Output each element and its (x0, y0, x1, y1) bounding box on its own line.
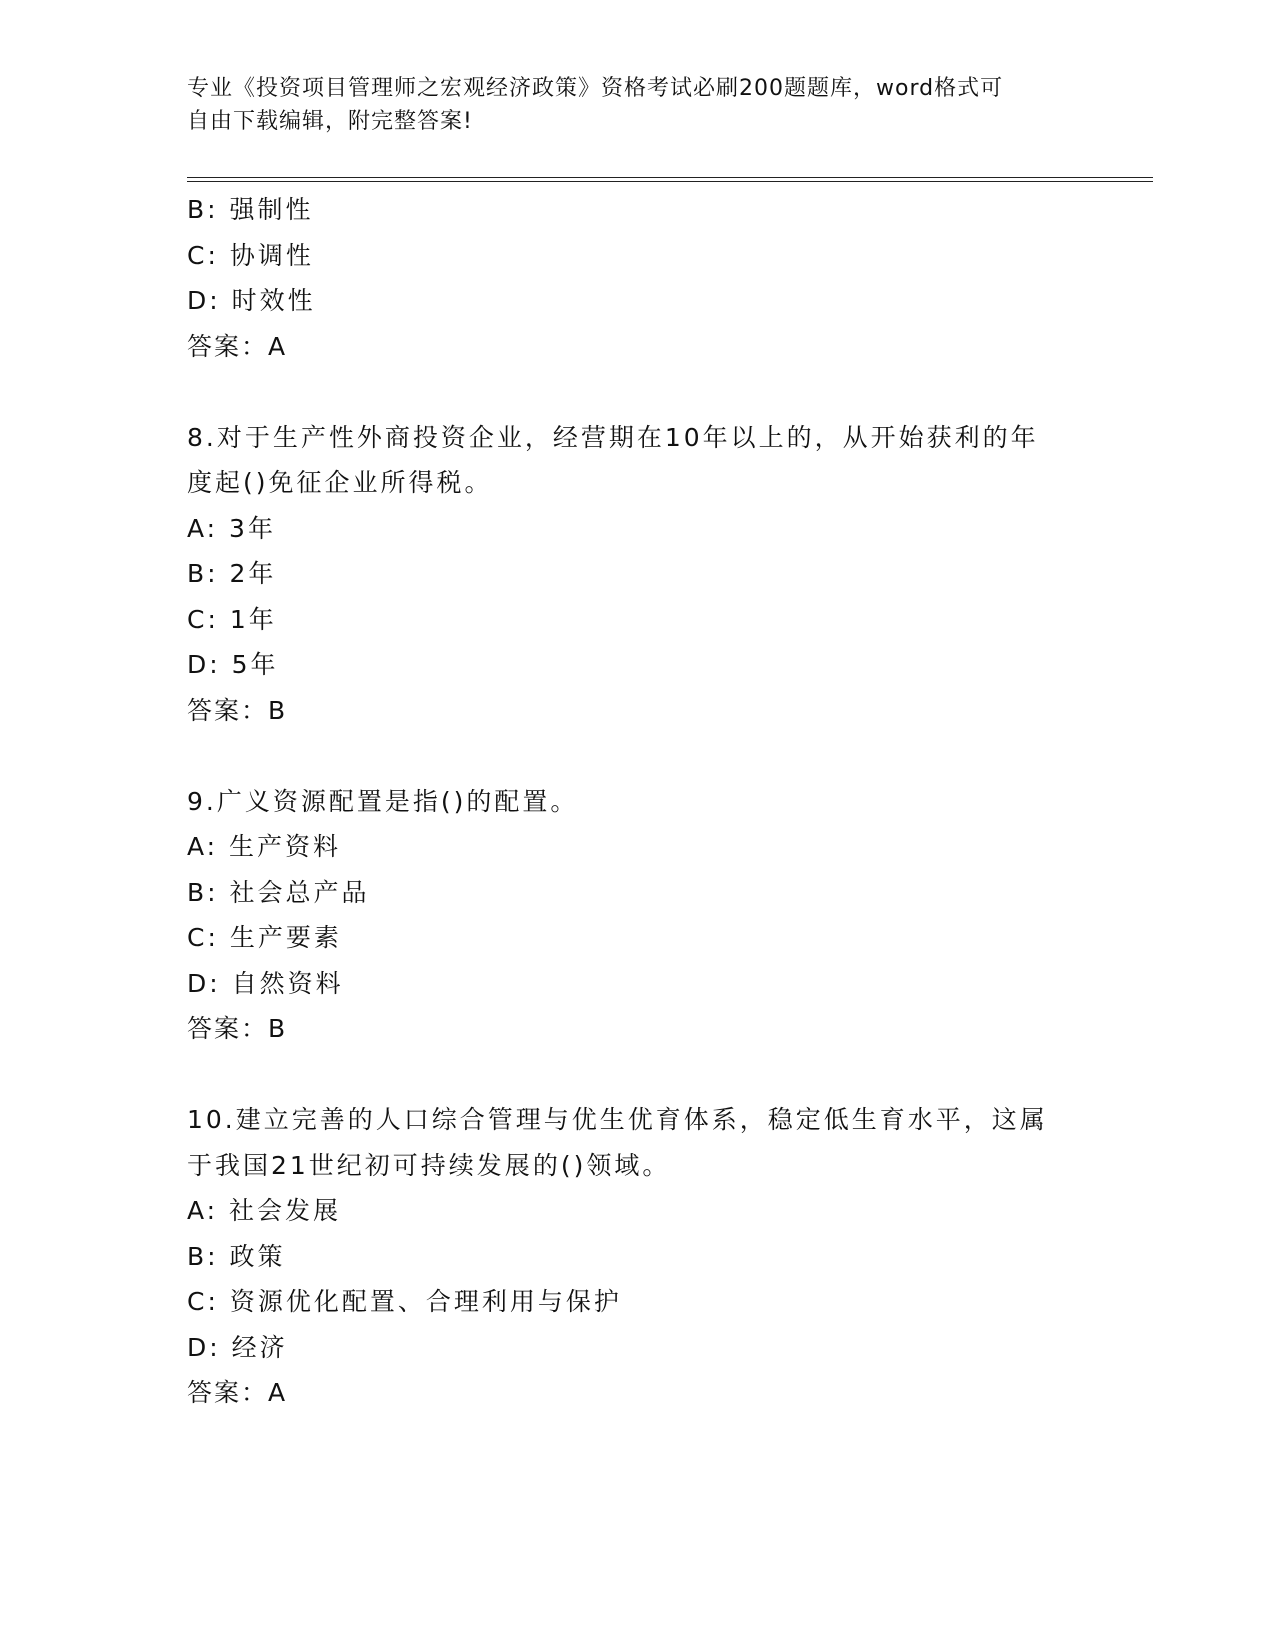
header-line-2: 自由下载编辑，附完整答案! (187, 109, 473, 134)
question-stem-line: 9.广义资源配置是指()的配置。 (187, 786, 579, 816)
answer-line: 答案：B (187, 1014, 288, 1043)
question-stem-line: 度起()免征企业所得税。 (187, 468, 493, 497)
option-c: C: 资源优化配置、合理利用与保护 (187, 1287, 622, 1316)
question-block-9 (187, 779, 1087, 1052)
spacer (187, 733, 1087, 779)
spacer (187, 369, 1087, 415)
question-stem-line: 10.建立完善的人口综合管理与优生优育体系，稳定低生育水平，这属 (187, 1105, 1048, 1134)
option-d: D: 自然资料 (187, 968, 344, 998)
question-stem-line: 于我国21世纪初可持续发展的()领域。 (187, 1150, 671, 1180)
option-c: C: 1年 (187, 604, 277, 634)
answer-line: 答案：A (187, 1378, 288, 1407)
question-block-8 (187, 415, 1087, 734)
option-c: C: 生产要素 (187, 923, 342, 952)
header-line-1: 专业《投资项目管理师之宏观经济政策》资格考试必刷200题题库，word格式可 (187, 76, 1004, 101)
option-b: B: 政策 (187, 1241, 286, 1271)
option-a: A: 生产资料 (187, 832, 342, 861)
spacer (187, 1052, 1087, 1098)
option-d: D: 5年 (187, 650, 279, 679)
option-b: B: 强制性 (187, 195, 314, 224)
question-block-7 (187, 187, 1087, 369)
answer-line: 答案：B (187, 695, 288, 725)
document-header (187, 72, 1067, 138)
option-a: A: 3年 (187, 513, 276, 543)
option-d: D: 时效性 (187, 286, 316, 315)
answer-line: 答案：A (187, 331, 288, 361)
question-block-10 (187, 1097, 1087, 1416)
option-d: D: 经济 (187, 1332, 288, 1362)
option-b: B: 2年 (187, 559, 277, 588)
question-list (187, 187, 1087, 1416)
option-c: C: 协调性 (187, 240, 314, 270)
option-a: A: 社会发展 (187, 1196, 342, 1225)
header-divider (187, 177, 1153, 182)
option-b: B: 社会总产品 (187, 877, 370, 907)
question-stem-line: 8.对于生产性外商投资企业，经营期在10年以上的，从开始获利的年 (187, 422, 1039, 452)
